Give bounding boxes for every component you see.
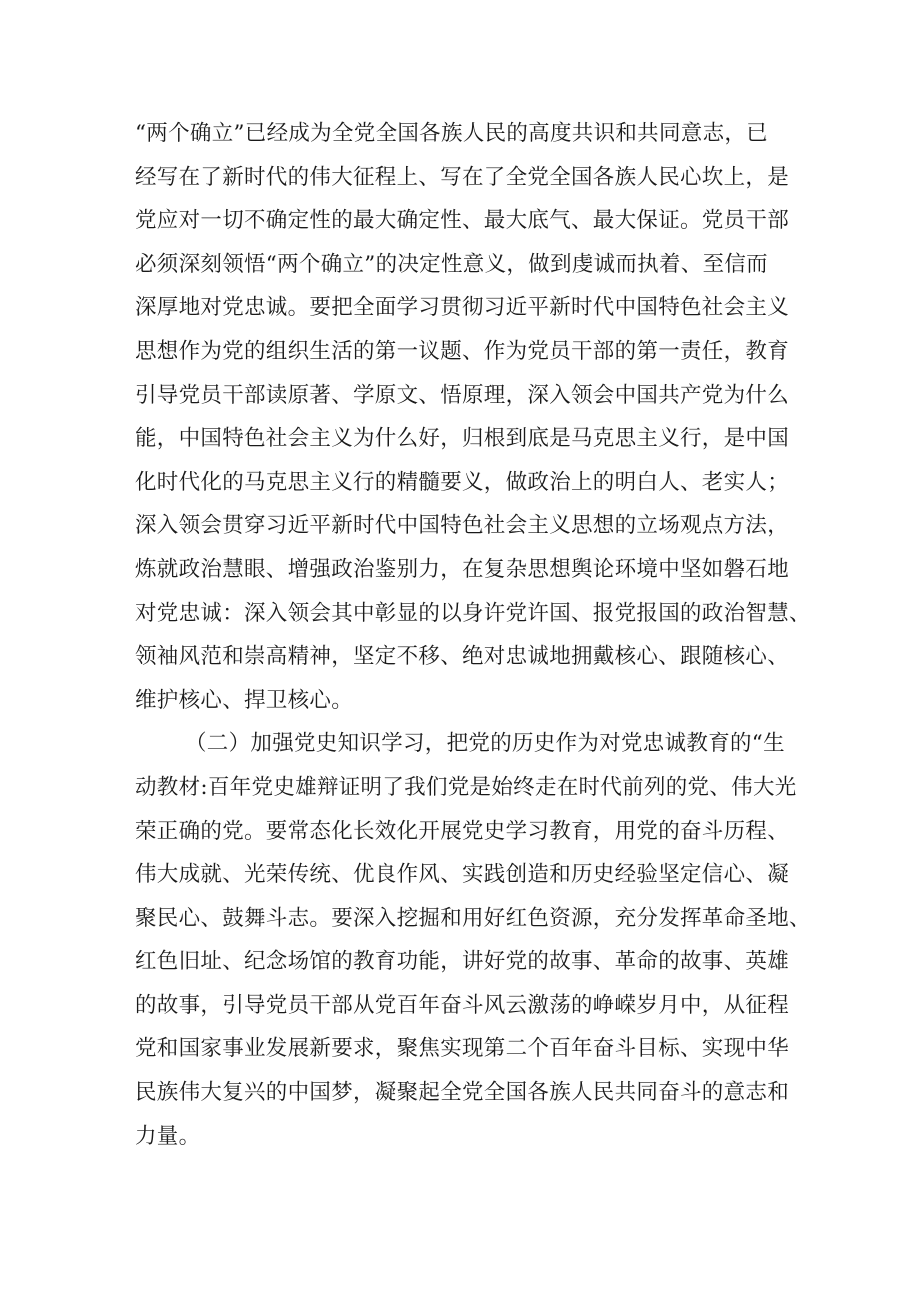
paragraph-line: 民族伟大复兴的中国梦，凝聚起全党全国各族人民共同奋斗的意志和 <box>135 1080 790 1106</box>
paragraph-line: 思想作为党的组织生活的第一议题、作为党员干部的第一责任，教育 <box>135 338 790 364</box>
paragraph-line: 化时代化的马克思主义行的精髓要义，做政治上的明白人、老实人； <box>135 469 790 495</box>
paragraph-line: 党和国家事业发展新要求，聚焦实现第二个百年奋斗目标、实现中华 <box>135 1036 790 1062</box>
paragraph-line: 炼就政治慧眼、增强政治鉴别力，在复杂思想舆论环境中坚如磐石地 <box>135 556 790 582</box>
paragraph-line: 对党忠诚：深入领会其中彰显的以身许党许国、报党报国的政治智慧、 <box>135 600 811 626</box>
paragraph-line: 必须深刻领悟“两个确立”的决定性意义，做到虔诚而执着、至信而 <box>135 251 768 277</box>
paragraph-line: 经写在了新时代的伟大征程上、写在了全党全国各族人民心坎上，是 <box>135 164 790 190</box>
paragraph-2 <box>135 722 811 1158</box>
paragraph-line: 力量。 <box>135 1123 201 1149</box>
paragraph-line: 能，中国特色社会主义为什么好，归根到底是马克思主义行，是中国 <box>135 426 790 452</box>
paragraph-line: 红色旧址、纪念场馆的教育功能，讲好党的故事、革命的故事、英雄 <box>135 949 790 975</box>
paragraph-line: 聚民心、鼓舞斗志。要深入挖掘和用好红色资源，充分发挥革命圣地、 <box>135 905 811 931</box>
paragraph-line: 引导党员干部读原著、学原文、悟原理，深入领会中国共产党为什么 <box>135 382 790 408</box>
paragraph-line: 深入领会贯穿习近平新时代中国特色社会主义思想的立场观点方法， <box>135 513 790 539</box>
paragraph-line: 维护核心、捍卫核心。 <box>135 687 354 713</box>
paragraph-line: 伟大成就、光荣传统、优良作风、实践创造和历史经验坚定信心、凝 <box>135 862 790 888</box>
paragraph-line: 荣正确的党。要常态化长效化开展党史学习教育，用党的奋斗历程、 <box>135 818 790 844</box>
paragraph-line: 党应对一切不确定性的最大确定性、最大底气、最大保证。党员干部 <box>135 208 790 234</box>
paragraph-line: 的故事，引导党员干部从党百年奋斗风云激荡的峥嵘岁月中，从征程 <box>135 992 790 1018</box>
paragraph-line: 动教材:百年党史雄辩证明了我们党是始终走在时代前列的党、伟大光 <box>135 774 797 800</box>
paragraph-line: “两个确立”已经成为全党全国各族人民的高度共识和共同意志，已 <box>135 121 768 146</box>
paragraph-line-indented: （二）加强党史知识学习，把党的历史作为对党忠诚教育的“生 <box>185 731 785 757</box>
paragraph-line: 深厚地对党忠诚。要把全面学习贯彻习近平新时代中国特色社会主义 <box>135 295 790 321</box>
paragraph-line: 领袖风范和崇高精神，坚定不移、绝对忠诚地拥戴核心、跟随核心、 <box>135 644 790 670</box>
document-body <box>135 112 811 1158</box>
paragraph-1 <box>135 112 811 722</box>
